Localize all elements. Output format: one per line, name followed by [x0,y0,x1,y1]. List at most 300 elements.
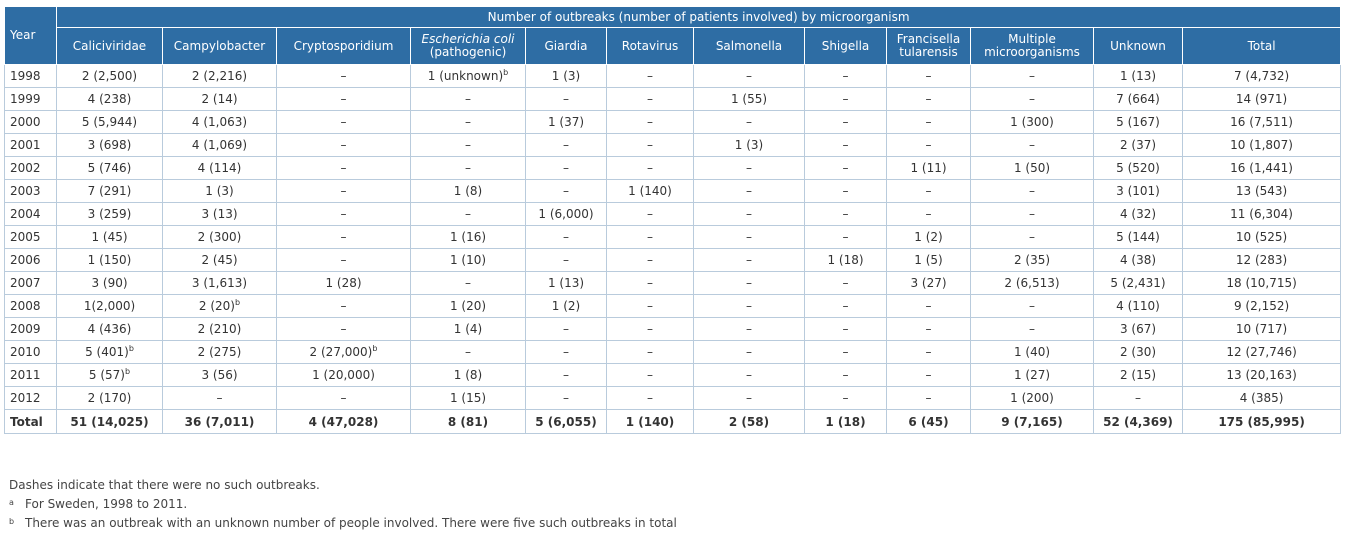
cell-value: – [746,253,752,267]
value-cell [607,364,694,387]
cell-value: – [925,322,932,336]
footnote-marker: b [235,298,241,307]
value-cell [1094,180,1183,203]
value-cell [1094,249,1183,272]
cell-value: – [1029,184,1035,198]
cell-value: 1 (3) [551,69,581,83]
value-cell [277,203,411,226]
value-cell [163,387,277,410]
value-cell [526,387,607,410]
cell-value: 1 (13) [547,276,585,290]
value-cell [526,318,607,341]
cell-value: 1 (300) [1010,115,1054,129]
value-cell [971,88,1094,111]
cell-value: – [1029,299,1035,313]
value-cell [1094,134,1183,157]
value-cell [526,88,607,111]
value-cell [607,341,694,364]
value-cell [694,134,805,157]
cell-value: 1 (18) [827,253,864,267]
cell-value: – [563,253,569,267]
value-cell [57,387,163,410]
cell-value: 11 (6,304) [1230,207,1293,221]
cell-value: – [1029,92,1035,106]
cell-value: 2 (37) [1119,138,1157,152]
cell-value: 1 (15) [449,391,487,405]
year-header: Year [5,7,57,65]
cell-value: 5 (144) [1116,230,1160,244]
cell-value: – [842,115,849,129]
value-cell [1183,157,1341,180]
value-cell [971,157,1094,180]
cell-value: 1 (13) [1119,69,1157,83]
table-row [5,65,1341,88]
value-cell [411,364,526,387]
footnote-a-mark: a [9,498,14,507]
value-cell [526,226,607,249]
value-cell [526,134,607,157]
column-header-line1: Shigella [821,38,870,53]
year-cell: 2004 [5,203,57,226]
cell-value: – [842,345,849,359]
total-cell: 51 (14,025) [57,410,163,434]
value-cell [411,318,526,341]
table-row [5,318,1341,341]
cell-value: 4 (436) [87,322,132,336]
value-cell [607,318,694,341]
value-cell [694,318,805,341]
value-cell [277,88,411,111]
value-cell [163,295,277,318]
year-cell: 2000 [5,111,57,134]
value-cell [411,203,526,226]
value-cell [163,341,277,364]
value-cell [607,272,694,295]
cell-value: – [925,184,932,198]
value-cell [887,364,971,387]
value-cell [411,226,526,249]
cell-value: 2 (45) [201,253,238,267]
column-header-line1: Rotavirus [621,38,679,53]
year-cell: 2007 [5,272,57,295]
table-row [5,180,1341,203]
value-cell [277,157,411,180]
cell-value: – [746,115,752,129]
cell-value: 3 (13) [201,207,238,221]
cell-value: 5 (2,431) [1110,276,1166,290]
value-cell [971,249,1094,272]
value-cell [887,249,971,272]
cell-value: 1 (unknown) [427,69,504,83]
cell-value: – [746,345,752,359]
column-header [887,28,971,65]
value-cell [694,364,805,387]
footnote-b-text: There was an outbreak with an unknown number of people involved. There were five such outbreaks in total [25,516,677,530]
value-cell [163,157,277,180]
value-cell [163,249,277,272]
value-cell [57,249,163,272]
value-cell [1183,111,1341,134]
column-header-line1: Francisella [896,32,961,46]
footnote-marker: b [372,344,378,353]
year-cell: 2011 [5,364,57,387]
year-cell: 2003 [5,180,57,203]
value-cell [607,88,694,111]
footnote-a-text: For Sweden, 1998 to 2011. [25,497,188,511]
value-cell [887,65,971,88]
table-row [5,203,1341,226]
cell-value: 1 (200) [1010,391,1054,405]
cell-value: 3 (90) [91,276,128,290]
cell-value: – [465,207,471,221]
value-cell [163,203,277,226]
cell-value: 1 (20,000) [312,368,375,382]
cell-value: 5 (167) [1116,115,1160,129]
cell-value: – [340,184,347,198]
value-cell [971,272,1094,295]
cell-value: – [563,322,569,336]
cell-value: 1 (10) [449,253,487,267]
total-cell: 52 (4,369) [1094,410,1183,434]
value-cell [971,387,1094,410]
cell-value: – [1029,138,1035,152]
value-cell [1183,65,1341,88]
value-cell [805,295,887,318]
cell-value: – [842,207,849,221]
cell-value: – [647,322,653,336]
value-cell [57,134,163,157]
cell-value: – [340,299,347,313]
table-row [5,341,1341,364]
footnote-marker: b [128,344,134,353]
value-cell [1183,203,1341,226]
footnote-marker: b [503,68,509,77]
cell-value: 4 (238) [87,92,132,106]
value-cell [57,318,163,341]
column-header-line1: Escherichia coli [421,32,515,46]
cell-value: – [563,161,569,175]
column-header-row [5,28,1341,65]
column-header-line1: Total [1247,38,1276,53]
footnote-b-mark: b [9,517,15,526]
column-header-line2: microorganisms [984,45,1080,59]
cell-value: – [647,391,653,405]
cell-value: – [647,230,653,244]
cell-value: – [340,253,347,267]
cell-value: – [340,69,347,83]
cell-value: – [746,299,752,313]
value-cell [57,157,163,180]
value-cell [1183,88,1341,111]
value-cell [57,341,163,364]
cell-value: – [925,138,932,152]
year-cell: 2005 [5,226,57,249]
cell-value: 1 (55) [730,92,768,106]
value-cell [411,134,526,157]
value-cell [526,295,607,318]
cell-value: 2 (35) [1013,253,1051,267]
cell-value: 1 (6,000) [538,207,594,221]
value-cell [277,364,411,387]
cell-value: – [465,161,471,175]
value-cell [971,65,1094,88]
group-header: Number of outbreaks (number of patients involved) by microorganism [57,7,1341,28]
value-cell [805,88,887,111]
value-cell [887,203,971,226]
cell-value: 4 (114) [197,161,242,175]
cell-value: – [925,69,932,83]
cell-value: – [647,253,653,267]
cell-value: 7 (664) [1116,92,1160,106]
value-cell [163,226,277,249]
footnote-b [9,516,677,530]
value-cell [607,226,694,249]
value-cell [1183,318,1341,341]
value-cell [526,157,607,180]
value-cell [694,203,805,226]
value-cell [607,180,694,203]
table-body [5,65,1341,434]
cell-value: 18 (10,715) [1226,276,1297,290]
cell-value: – [925,115,932,129]
cell-value: 1 (16) [449,230,487,244]
cell-value: 2 (210) [197,322,242,336]
cell-value: 12 (27,746) [1226,345,1297,359]
value-cell [277,341,411,364]
footnote-marker: b [125,367,131,376]
cell-value: 5 (520) [1116,161,1160,175]
cell-value: – [925,368,932,382]
cell-value: 3 (698) [87,138,132,152]
value-cell [887,180,971,203]
value-cell [607,249,694,272]
value-cell [694,88,805,111]
column-header-line1: Salmonella [715,38,783,53]
cell-value: 1 (27) [1013,368,1051,382]
cell-value: – [465,92,471,106]
value-cell [694,341,805,364]
value-cell [887,387,971,410]
cell-value: 5 (401) [85,345,129,359]
value-cell [411,157,526,180]
cell-value: 4 (38) [1119,253,1157,267]
value-cell [526,111,607,134]
value-cell [526,341,607,364]
value-cell [1094,318,1183,341]
cell-value: – [563,345,569,359]
column-header-line1: Campylobacter [173,38,266,53]
value-cell [163,180,277,203]
cell-value: 3 (67) [1119,322,1157,336]
cell-value: 2 (6,513) [1004,276,1060,290]
value-cell [805,272,887,295]
cell-value: 1 (45) [91,230,128,244]
value-cell [805,157,887,180]
value-cell [526,203,607,226]
cell-value: 3 (101) [1116,184,1160,198]
value-cell [163,364,277,387]
cell-value: – [842,322,849,336]
total-cell: 2 (58) [694,410,805,434]
value-cell [1094,88,1183,111]
cell-value: – [647,299,653,313]
cell-value: – [746,69,752,83]
value-cell [411,341,526,364]
value-cell [694,249,805,272]
cell-value: – [746,368,752,382]
column-header [1183,28,1341,65]
value-cell [607,203,694,226]
cell-value: – [746,391,752,405]
cell-value: 2 (2,500) [81,69,138,83]
value-cell [887,318,971,341]
column-header-line1: Giardia [544,38,588,53]
value-cell [277,134,411,157]
value-cell [694,111,805,134]
value-cell [805,318,887,341]
cell-value: – [465,345,471,359]
value-cell [277,387,411,410]
cell-value: 3 (27) [910,276,947,290]
value-cell [887,295,971,318]
cell-value: – [647,138,653,152]
cell-value: – [842,69,849,83]
cell-value: – [842,368,849,382]
cell-value: – [842,230,849,244]
year-cell: 2006 [5,249,57,272]
cell-value: – [647,92,653,106]
value-cell [971,341,1094,364]
cell-value: 12 (283) [1235,253,1288,267]
column-header [163,28,277,65]
cell-value: – [647,115,653,129]
cell-value: 1(2,000) [83,299,136,313]
cell-value: – [1029,230,1035,244]
value-cell [57,203,163,226]
cell-value: 10 (525) [1235,230,1288,244]
cell-value: 13 (20,163) [1226,368,1297,382]
cell-value: 1 (8) [453,184,483,198]
cell-value: 1 (150) [87,253,132,267]
column-header-line1: Unknown [1110,38,1166,53]
cell-value: – [216,391,223,405]
value-cell [163,272,277,295]
cell-value: – [340,207,347,221]
value-cell [1183,387,1341,410]
cell-value: 1 (37) [547,115,585,129]
value-cell [277,226,411,249]
cell-value: – [647,368,653,382]
cell-value: – [842,184,849,198]
cell-value: 7 (4,732) [1233,69,1290,83]
column-header [526,28,607,65]
value-cell [607,295,694,318]
dashes-note: Dashes indicate that there were no such outbreaks. [9,478,320,492]
cell-value: 1 (8) [453,368,483,382]
cell-value: – [842,391,849,405]
cell-value: – [340,161,347,175]
footnote-a [9,497,187,511]
cell-value: – [465,115,471,129]
cell-value: – [746,276,752,290]
cell-value: – [1029,322,1035,336]
value-cell [411,111,526,134]
cell-value: – [842,161,849,175]
column-header [805,28,887,65]
column-header-line2: (pathogenic) [429,45,507,59]
cell-value: – [746,161,752,175]
value-cell [1183,180,1341,203]
value-cell [805,111,887,134]
table-row [5,88,1341,111]
cell-value: 13 (543) [1235,184,1288,198]
value-cell [1094,295,1183,318]
cell-value: – [1135,391,1141,405]
value-cell [1183,134,1341,157]
cell-value: 3 (1,613) [191,276,248,290]
value-cell [1094,272,1183,295]
value-cell [277,295,411,318]
cell-value: – [925,345,932,359]
column-header-line1: Multiple [1008,32,1056,46]
cell-value: 2 (170) [87,391,132,405]
value-cell [1183,272,1341,295]
value-cell [411,387,526,410]
value-cell [607,134,694,157]
value-cell [805,134,887,157]
value-cell [1183,226,1341,249]
value-cell [277,180,411,203]
table-row [5,111,1341,134]
cell-value: 3 (259) [87,207,132,221]
table-row [5,249,1341,272]
cell-value: – [563,184,569,198]
cell-value: 1 (5) [914,253,943,267]
cell-value: 10 (717) [1235,322,1288,336]
value-cell [607,65,694,88]
value-cell [694,387,805,410]
cell-value: 16 (1,441) [1230,161,1293,175]
table-row [5,295,1341,318]
outbreak-table-container [4,6,1340,530]
value-cell [526,249,607,272]
cell-value: 5 (57) [88,368,125,382]
cell-value: – [465,138,471,152]
cell-value: – [465,276,471,290]
cell-value: 10 (1,807) [1230,138,1293,152]
cell-value: 1 (40) [1013,345,1051,359]
cell-value: – [647,207,653,221]
value-cell [694,272,805,295]
column-header [411,28,526,65]
column-header [607,28,694,65]
column-header [57,28,163,65]
value-cell [971,203,1094,226]
cell-value: 2 (30) [1119,345,1157,359]
table-row [5,387,1341,410]
value-cell [57,65,163,88]
value-cell [57,226,163,249]
year-cell: 1999 [5,88,57,111]
cell-value: – [647,276,653,290]
total-cell: 5 (6,055) [526,410,607,434]
value-cell [1094,364,1183,387]
cell-value: – [842,299,849,313]
value-cell [163,88,277,111]
cell-value: 2 (27,000) [309,345,373,359]
value-cell [411,249,526,272]
column-header [1094,28,1183,65]
